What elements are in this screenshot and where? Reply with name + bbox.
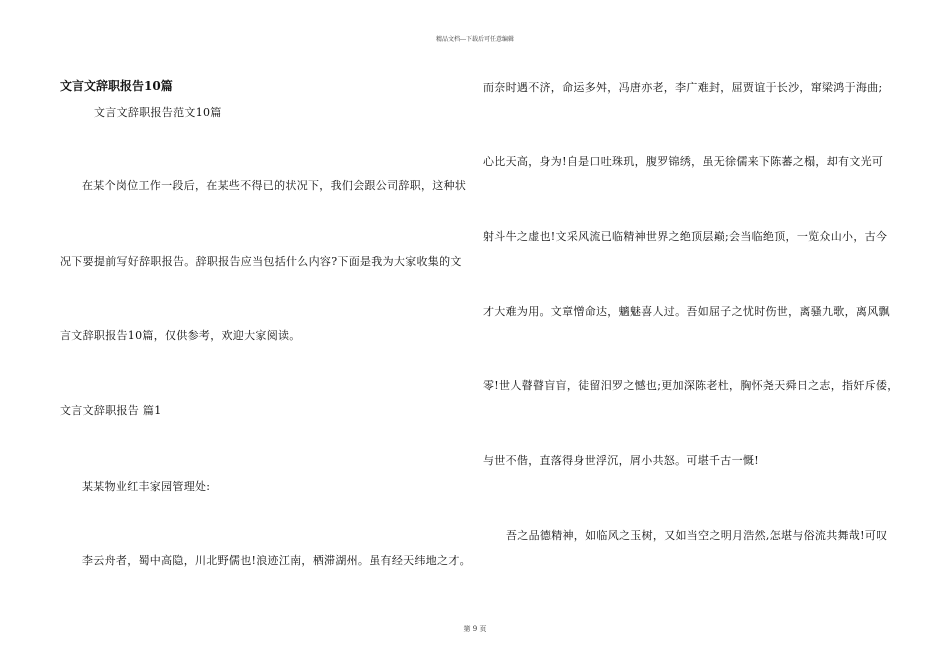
right-column-line-2: 心比天高，身为!自是口吐珠玑，腹罗锦绣，虽无徐儒来下陈蕃之榻，却有文光可 xyxy=(483,155,884,168)
right-column-line-4: 才大难为用。文章憎命达，魑魅喜人过。吾如屈子之忧时伤世，离骚九歌，离风飘 xyxy=(483,305,890,318)
document-subtitle: 文言文辞职报告范文10篇 xyxy=(94,106,222,119)
letter-salutation: 某某物业红丰家园管理处: xyxy=(82,480,211,493)
intro-paragraph-line-2: 况下要提前写好辞职报告。辞职报告应当包括什么内容?下面是我为大家收集的文 xyxy=(60,255,462,268)
letter-body-line: 李云舟者，蜀中高隐，川北野儒也!浪迹江南，栖滞湖州。虽有经天纬地之才。 xyxy=(82,554,471,567)
page-number: 第 9 页 xyxy=(463,625,487,633)
page-header: 精品文档---下载后可任意编辑 xyxy=(435,36,515,43)
right-column-line-7: 吾之品德精神，如临风之玉树，又如当空之明月浩然,怎堪与俗流共舞哉!可叹 xyxy=(506,529,888,542)
right-column-line-1: 而奈时遇不济，命运多舛，冯唐亦老，李广难封，屈贾谊于长沙，窜梁鸿于海曲; xyxy=(483,81,883,94)
intro-paragraph-line-3: 言文辞职报告10篇，仅供参考，欢迎大家阅读。 xyxy=(60,329,301,342)
section-heading: 文言文辞职报告 篇1 xyxy=(60,404,162,417)
right-column-line-3: 射斗牛之虚也!文采风流已临精神世界之绝顶层巅;会当临绝顶，一览众山小，古今 xyxy=(483,230,888,243)
right-column-line-6: 与世不偕，直落得身世浮沉，屑小共怒。可堪千古一慨! xyxy=(483,454,759,467)
intro-paragraph-line-1: 在某个岗位工作一段后，在某些不得已的状况下，我们会跟公司辞职，这种状 xyxy=(82,179,467,192)
document-title: 文言文辞职报告10篇 xyxy=(60,79,173,93)
right-column-line-5: 零!世人瞽瞽盲盲，徒留汨罗之憾也;更加深陈老杜，胸怀尧天舜日之志，指奸斥倭， xyxy=(483,379,899,392)
